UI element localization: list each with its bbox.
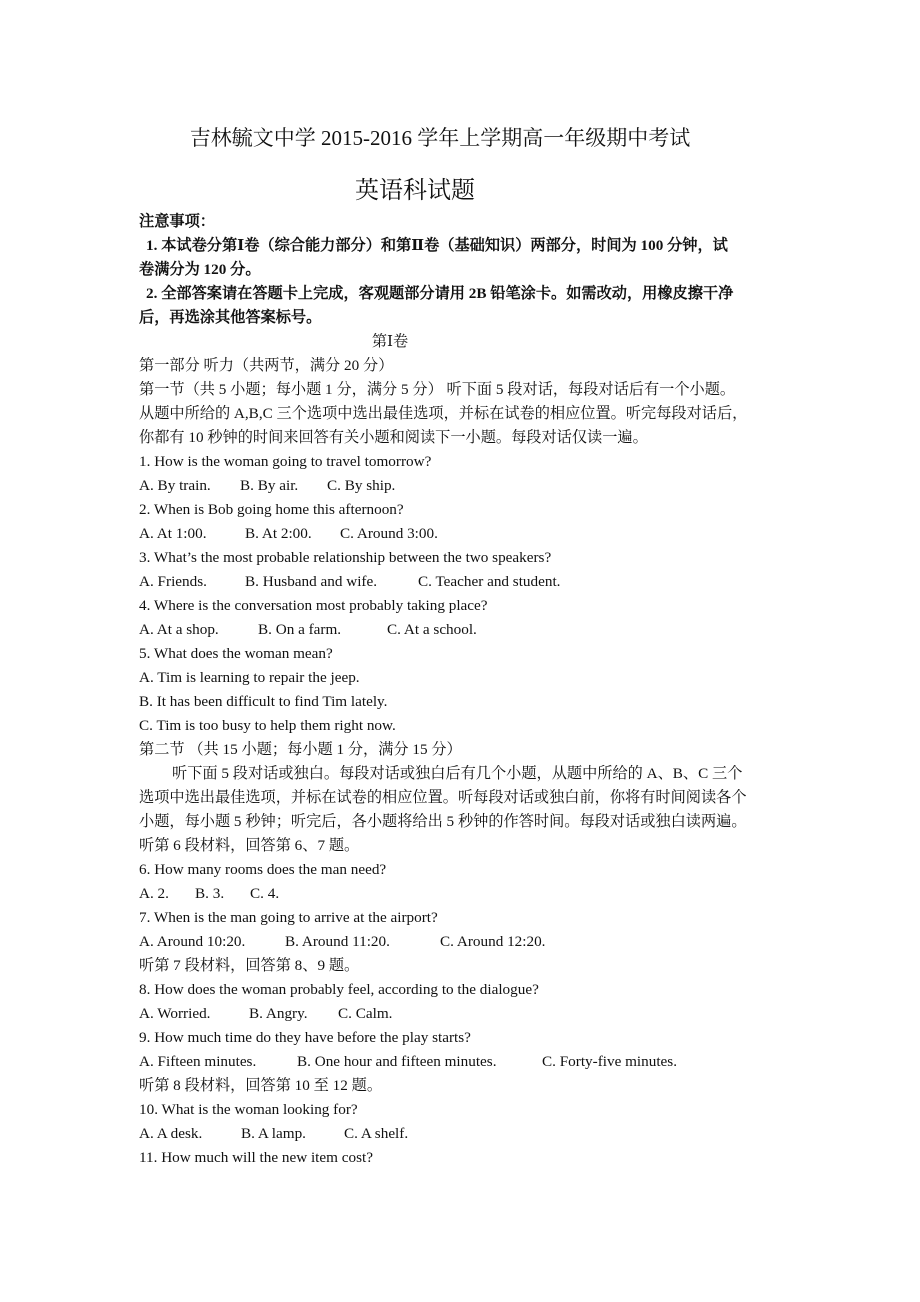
question-3-options: [139, 572, 560, 592]
volume-label: 第Ⅰ卷: [371, 333, 409, 350]
question-10: 10. What is the woman looking for?: [139, 1101, 358, 1118]
option-c: C. At a school.: [387, 621, 477, 638]
option-c: C. Calm.: [338, 1005, 393, 1022]
option-a: A. Fifteen minutes.: [139, 1053, 257, 1070]
option-a: A. Around 10:20.: [139, 933, 246, 950]
section2-heading: 第二节 （共 15 小题；每小题 1 分，满分 15 分）: [139, 741, 462, 758]
option-c: C. Teacher and student.: [418, 573, 561, 590]
notice-item-2-line-1: 2. 全部答案请在答题卡上完成，客观题部分请用 2B 铅笔涂卡。如需改动，用橡皮擦干净: [146, 285, 734, 302]
exam-title: 吉林毓文中学 2015-2016 学年上学期高一年级期中考试: [189, 126, 691, 150]
notice-item-1-line-1: 1. 本试卷分第Ⅰ卷（综合能力部分）和第Ⅱ卷（基础知识）两部分，时间为 100 分钟，试: [146, 237, 728, 254]
part1-heading: 第一部分 听力（共两节，满分 20 分）: [139, 357, 394, 374]
option-b: B. A lamp.: [241, 1125, 306, 1142]
option-b: B. Around 11:20.: [285, 933, 390, 950]
option-c: C. Around 12:20.: [440, 933, 546, 950]
question-1: 1. How is the woman going to travel tomorrow?: [139, 453, 432, 470]
question-9: 9. How much time do they have before the play starts?: [139, 1029, 471, 1046]
question-5-option-c: C. Tim is too busy to help them right now.: [139, 717, 396, 734]
question-2: 2. When is Bob going home this afternoon?: [139, 501, 404, 518]
question-5: 5. What does the woman mean?: [139, 645, 333, 662]
option-a: A. A desk.: [139, 1125, 203, 1142]
option-b: B. One hour and fifteen minutes.: [297, 1053, 497, 1070]
option-a: A. By train.: [139, 477, 211, 494]
option-a: A. Friends.: [139, 573, 207, 590]
notice-heading: 注意事项：: [139, 213, 215, 230]
option-c: C. Forty-five minutes.: [542, 1053, 677, 1070]
option-c: C. By ship.: [327, 477, 396, 494]
option-a: A. At a shop.: [139, 621, 219, 638]
question-4-options: [139, 620, 477, 640]
option-c: C. A shelf.: [344, 1125, 409, 1142]
section2-instructions-line-3: 小题，每小题 5 秒钟；听完后，各小题将给出 5 秒钟的作答时间。每段对话或独白读两遍。: [139, 813, 747, 830]
question-8: 8. How does the woman probably feel, according to the dialogue?: [139, 981, 539, 998]
option-c: C. Around 3:00.: [340, 525, 438, 542]
option-b: B. By air.: [240, 477, 299, 494]
option-b: B. On a farm.: [258, 621, 342, 638]
question-7: 7. When is the man going to arrive at the airport?: [139, 909, 438, 926]
option-a: A. At 1:00.: [139, 525, 207, 542]
question-3: 3. What’s the most probable relationship between the two speakers?: [139, 549, 552, 566]
option-b: B. Angry.: [249, 1005, 308, 1022]
material-7-note: 听第 7 段材料，回答第 8、9 题。: [139, 957, 360, 974]
option-a: A. 2.: [139, 885, 169, 902]
section1-instructions-line-2: 从题中所给的 A,B,C 三个选项中选出最佳选项，并标在试卷的相应位置。听完每段对话后，: [139, 405, 748, 422]
section1-instructions-line-1: 第一节（共 5 小题；每小题 1 分，满分 5 分） 听下面 5 段对话，每段对话后有一个小题。: [139, 381, 736, 398]
exam-subtitle: 英语科试题: [355, 178, 475, 204]
section2-instructions-line-2: 选项中选出最佳选项，并标在试卷的相应位置。听每段对话或独白前，你将有时间阅读各个: [139, 789, 747, 806]
question-1-options: [139, 476, 395, 496]
question-11: 11. How much will the new item cost?: [139, 1149, 373, 1166]
material-6-note: 听第 6 段材料，回答第 6、7 题。: [139, 837, 360, 854]
question-6-options: [139, 884, 279, 904]
question-4: 4. Where is the conversation most probably taking place?: [139, 597, 488, 614]
notice-item-2-line-2: 后，再选涂其他答案标号。: [139, 309, 322, 326]
option-b: B. 3.: [195, 885, 225, 902]
question-2-options: [139, 524, 438, 544]
section2-instructions-line-1: 听下面 5 段对话或独白。每段对话或独白后有几个小题，从题中所给的 A、B、C 三个: [172, 765, 743, 782]
notice-item-1-line-2: 卷满分为 120 分。: [139, 261, 261, 278]
option-b: B. At 2:00.: [245, 525, 312, 542]
option-b: B. Husband and wife.: [245, 573, 378, 590]
question-7-options: [139, 932, 545, 952]
question-9-options: [139, 1052, 677, 1072]
question-8-options: [139, 1004, 392, 1024]
option-a: A. Worried.: [139, 1005, 211, 1022]
question-10-options: [139, 1124, 408, 1144]
question-6: 6. How many rooms does the man need?: [139, 861, 387, 878]
section1-instructions-line-3: 你都有 10 秒钟的时间来回答有关小题和阅读下一小题。每段对话仅读一遍。: [139, 429, 648, 446]
question-5-option-a: A. Tim is learning to repair the jeep.: [139, 669, 360, 686]
question-5-option-b: B. It has been difficult to find Tim lately.: [139, 693, 388, 710]
option-c: C. 4.: [250, 885, 280, 902]
material-8-note: 听第 8 段材料，回答第 10 至 12 题。: [139, 1077, 382, 1094]
